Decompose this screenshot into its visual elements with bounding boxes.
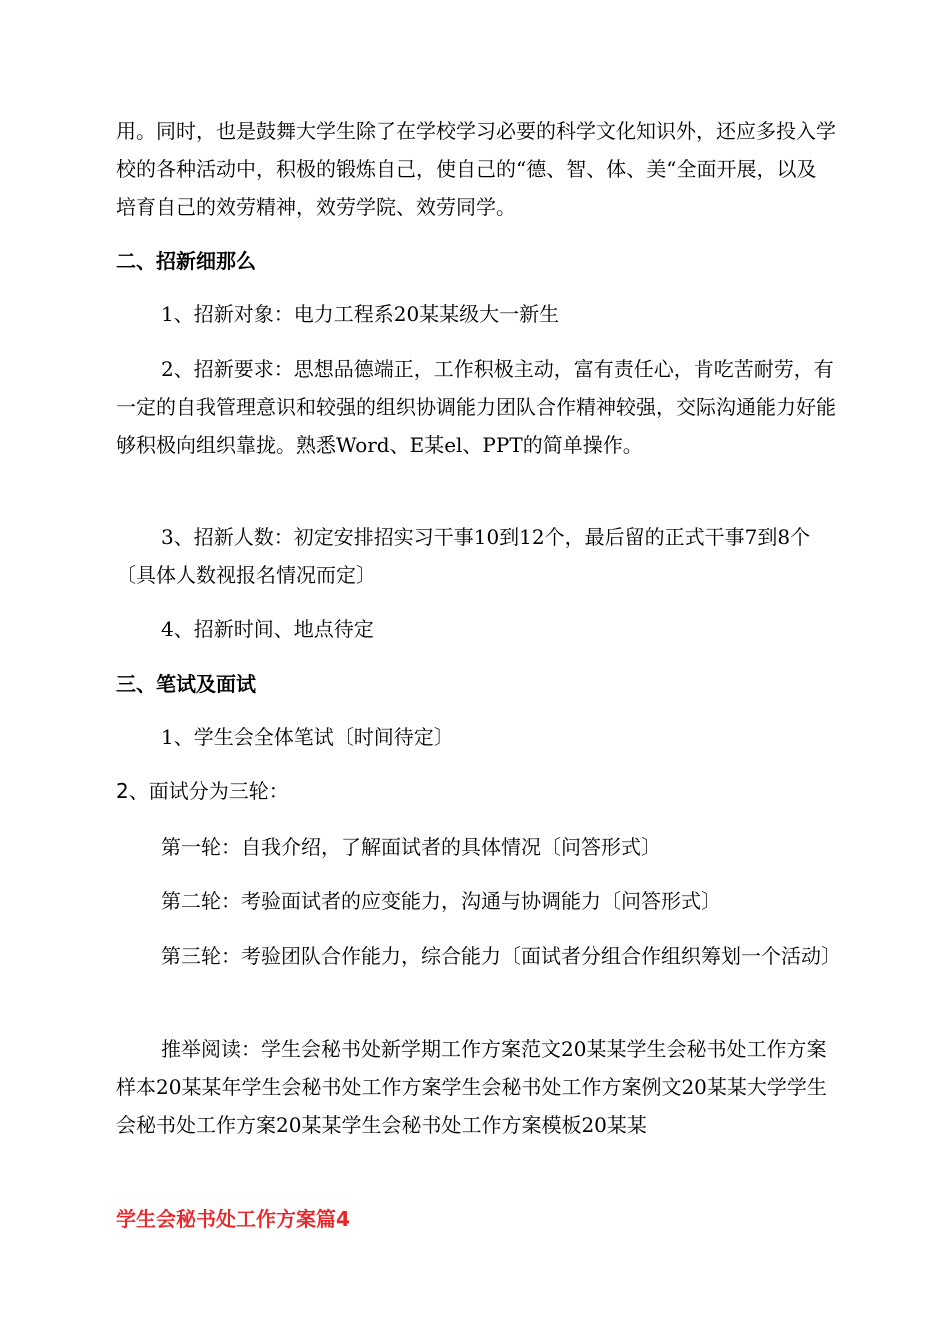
intro-paragraph: 用。同时，也是鼓舞大学生除了在学校学习必要的科学文化知识外，还应多投入学校的各种活动中，积极的锻炼自己，使自己的“德、智、体、美“全面开展，以及培育自己的效劳精神，效劳学院、效劳同学。 <box>116 119 836 219</box>
interview-round-2: 第二轮：考验面试者的应变能力，沟通与协调能力〔问答形式〕 <box>161 889 721 913</box>
recommended-reading: 推举阅读：学生会秘书处新学期工作方案范文20某某学生会秘书处工作方案样本20某某年学生会秘书处工作方案学生会秘书处工作方案例文20某某大学学生会秘书处工作方案20某某学生会秘书处工作方案模板20某某 <box>116 1037 827 1137</box>
interview-round-1: 第一轮：自我介绍，了解面试者的具体情况〔问答形式〕 <box>161 835 661 859</box>
section-heading-exam: 三、笔试及面试 <box>116 672 256 696</box>
interview-round-3: 第三轮：考验团队合作能力，综合能力〔面试者分组合作组织筹划一个活动〕 <box>161 944 841 968</box>
recruit-item-requirements: 2、招新要求：思想品德端正，工作积极主动，富有责任心，肯吃苦耐劳，有一定的自我管理意识和较强的组织协调能力团队合作精神较强，交际沟通能力好能够积极向组织靠拢。熟悉Word、E某el、PPT的简单操作。 <box>116 357 836 457</box>
exam-item-interview: 2、面试分为三轮： <box>116 779 289 803</box>
section-heading-recruit: 二、招新细那么 <box>116 249 256 273</box>
next-section-title: 学生会秘书处工作方案篇4 <box>116 1207 350 1231</box>
recruit-item-count: 3、招新人数：初定安排招实习干事10到12个，最后留的正式干事7到8个〔具体人数视报名情况而定〕 <box>116 525 811 587</box>
recruit-item-time-place: 4、招新时间、地点待定 <box>161 617 374 641</box>
exam-item-written: 1、学生会全体笔试〔时间待定〕 <box>161 725 454 749</box>
recruit-item-target: 1、招新对象：电力工程系20某某级大一新生 <box>161 302 560 326</box>
